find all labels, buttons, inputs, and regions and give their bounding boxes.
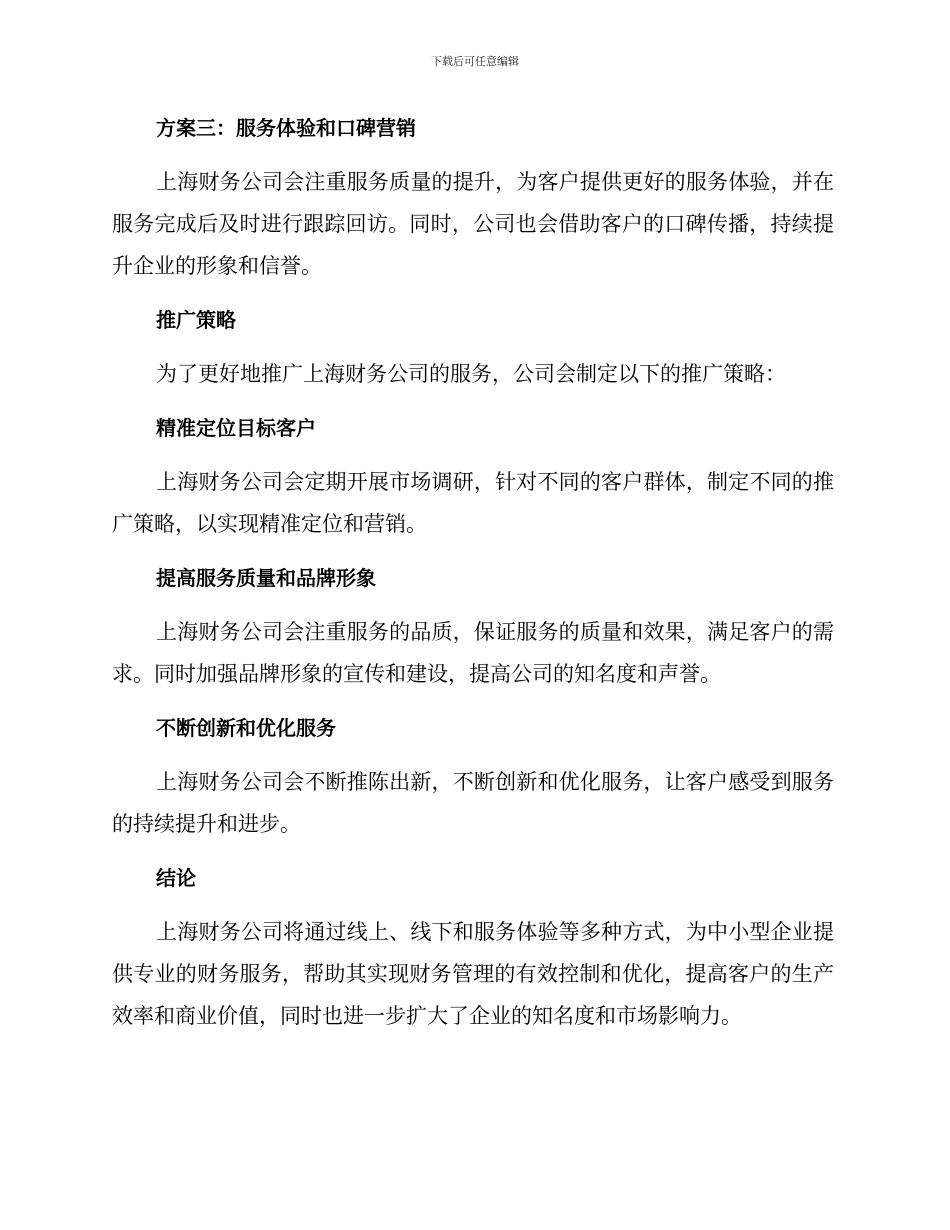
section-heading-target-customers: 精准定位目标客户 bbox=[156, 416, 316, 440]
section-heading-service-quality: 提高服务质量和品牌形象 bbox=[156, 566, 376, 590]
section-paragraph-innovation: 上海财务公司会不断推陈出新，不断创新和优化服务，让客户感受到服务的持续提升和进步。 bbox=[112, 770, 834, 836]
section-paragraph-conclusion: 上海财务公司将通过线上、线下和服务体验等多种方式，为中小型企业提供专业的财务服务，帮助其实现财务管理的有效控制和优化，提高客户的生产效率和商业价值，同时也进一步扩大了企业的知名度和市场影响力。 bbox=[112, 920, 834, 1028]
section-paragraph-plan-three: 上海财务公司会注重服务质量的提升，为客户提供更好的服务体验，并在服务完成后及时进行跟踪回访。同时，公司也会借助客户的口碑传播，持续提升企业的形象和信誉。 bbox=[112, 170, 834, 278]
section-heading-conclusion: 结论 bbox=[156, 866, 196, 890]
section-paragraph-target-customers: 上海财务公司会定期开展市场调研，针对不同的客户群体，制定不同的推广策略，以实现精准定位和营销。 bbox=[112, 470, 834, 536]
document-body bbox=[112, 109, 834, 1037]
section-heading-plan-three: 方案三：服务体验和口碑营销 bbox=[156, 116, 416, 140]
section-paragraph-service-quality: 上海财务公司会注重服务的品质，保证服务的质量和效果，满足客户的需求。同时加强品牌形象的宣传和建设，提高公司的知名度和声誉。 bbox=[112, 620, 834, 686]
section-heading-promotion-strategy: 推广策略 bbox=[156, 308, 236, 332]
section-heading-innovation: 不断创新和优化服务 bbox=[156, 716, 336, 740]
page-header-note: 下载后可任意编辑 bbox=[431, 55, 519, 68]
section-paragraph-promotion-strategy: 为了更好地推广上海财务公司的服务，公司会制定以下的推广策略： bbox=[156, 362, 786, 386]
